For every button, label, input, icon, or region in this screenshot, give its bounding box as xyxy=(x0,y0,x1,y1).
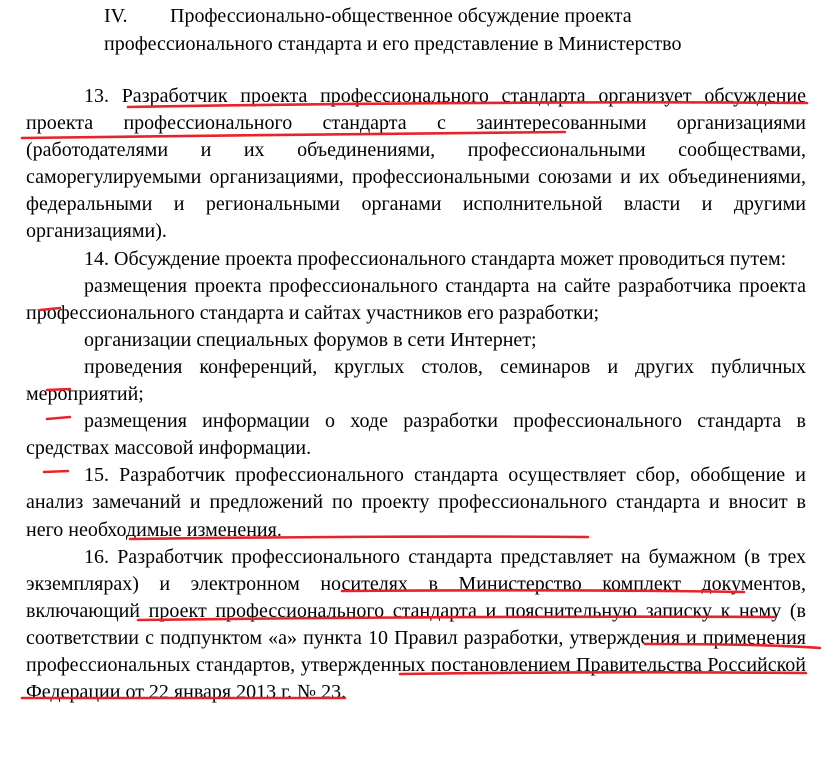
bullet-item: проведения конференций, круглых столов, семинаров и других публичных мероприятий; xyxy=(26,355,806,406)
paragraph-16-text-1: на бумажном (в трех экземплярах) и электронном носителях xyxy=(26,545,807,595)
section-title-line-2: профессионального стандарта и его представление в Министерство xyxy=(104,33,682,55)
section-title-line-1: Профессионально-общественное обсуждение проекта xyxy=(170,5,632,27)
paragraph-15-underlined-text-1: Разработчик профессионального стандарта xyxy=(119,464,499,487)
paragraph-16-text-2: комплект документов, включающий xyxy=(26,572,807,622)
paragraph-16-underlined-text-2: в Министерство xyxy=(428,572,582,595)
paragraph-15-text: осуществляет сбор, обобщение и анализ замечаний и предложений по проекту профессионального стандарта и xyxy=(26,464,806,514)
paragraph-16-number: 16. xyxy=(84,545,109,568)
paragraph-14: 14. Обсуждение проекта профессионального стандарта может проводиться путем: xyxy=(84,247,787,270)
paragraph-13-text: с заинтересованными организациями (работодателями и их объединениями, профессиональными сообществами, саморегулируемыми организациями, профессиональными союзами и их объединениями, федеральными и региональными органами исполнительной власти и другими организациями). xyxy=(26,112,806,243)
bullet-item: организации специальных форумов в сети Интернет; xyxy=(84,328,537,351)
paragraph-16-text-3: (в соответствии с подпунктом «а» пункта 10 Правил разработки, утверждения и применения профессиональных стандартов, утвержденных постановлением Правительства Российской Федерации от 22 января 2013 г. № 23. xyxy=(26,599,806,704)
paragraph-16 xyxy=(26,544,806,707)
section-heading-line-1 xyxy=(104,2,632,30)
bullet-item: размещения информации о ходе разработки профессионального стандарта в средствах массовой информации. xyxy=(26,410,806,460)
bullet-item: размещения проекта профессионального стандарта на сайте разработчика проекта профессионального стандарта и сайтах участников его разработки; xyxy=(26,274,806,324)
paragraph-13-underlined-text: Разработчик проекта профессионального стандарта организует обсуждение проекта профессионального стандарта xyxy=(26,85,806,135)
section-number: IV. xyxy=(104,5,128,27)
paragraph-15-underlined-text-2: вносит в него необходимые изменения xyxy=(26,491,806,541)
paragraph-15-end: . xyxy=(276,518,282,541)
paragraph-15-number: 15. xyxy=(84,464,109,487)
paragraph-13-number: 13. xyxy=(84,85,109,107)
paragraph-15 xyxy=(26,462,806,543)
paragraph-16-underlined-text-1: Разработчик профессионального стандарта представляет xyxy=(117,545,613,568)
document-body xyxy=(26,83,806,706)
paragraph-16-underlined-text-3: проект профессионального стандарта и пояснительную записку к нему xyxy=(148,599,782,622)
paragraph-13 xyxy=(26,83,806,246)
